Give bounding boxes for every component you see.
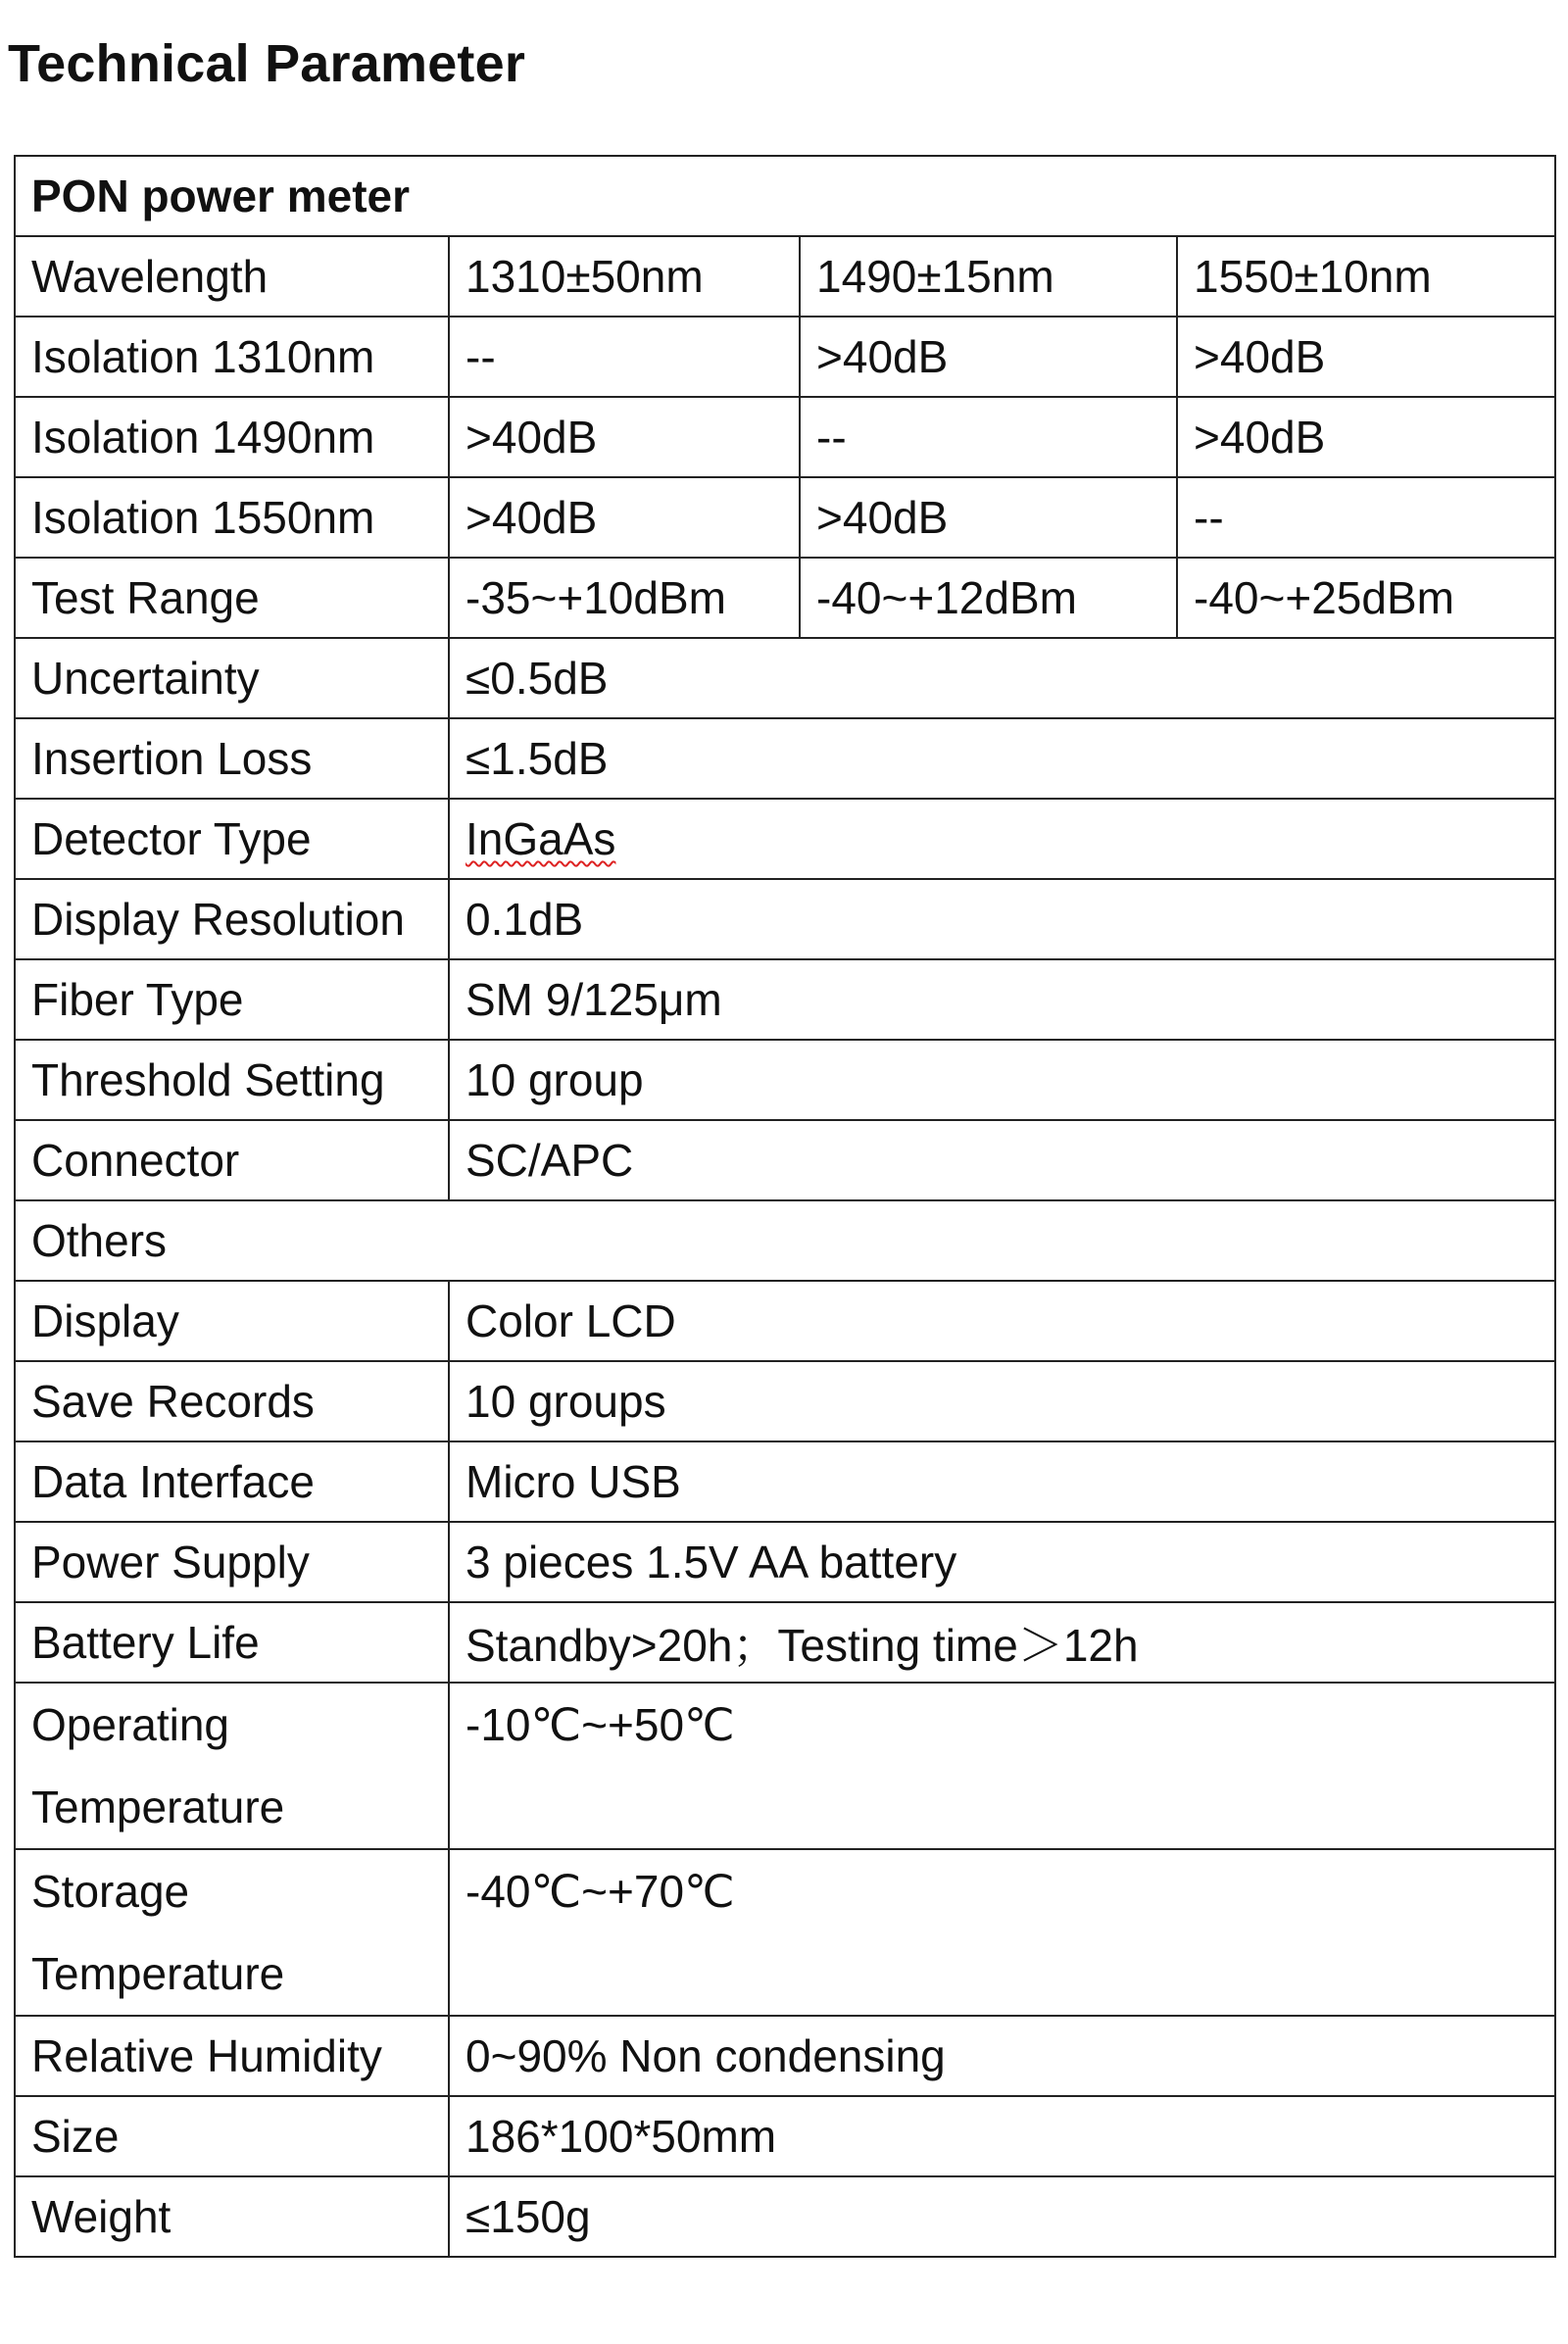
- cell-value: 186*100*50mm: [449, 2096, 1555, 2176]
- row-label: Battery Life: [15, 1602, 449, 1683]
- section-row-others: [15, 1200, 1555, 1281]
- cell-value: >40dB: [1177, 317, 1555, 397]
- cell-value: --: [1177, 477, 1555, 558]
- cell-value: 1310±50nm: [449, 236, 800, 317]
- spec-table: [14, 155, 1556, 2258]
- table-row: [15, 1683, 1555, 1849]
- table-row: [15, 799, 1555, 879]
- table-row: [15, 2096, 1555, 2176]
- row-label: Isolation 1490nm: [15, 397, 449, 477]
- row-label: Save Records: [15, 1361, 449, 1441]
- table-row: [15, 1849, 1555, 2016]
- row-label: Display Resolution: [15, 879, 449, 959]
- row-label: Fiber Type: [15, 959, 449, 1040]
- row-label: Insertion Loss: [15, 718, 449, 799]
- row-label: Storage Temperature: [15, 1849, 449, 2016]
- cell-value: ≤1.5dB: [449, 718, 1555, 799]
- table-row: [15, 1361, 1555, 1441]
- table-row: [15, 2016, 1555, 2096]
- row-label: Test Range: [15, 558, 449, 638]
- row-label: Threshold Setting: [15, 1040, 449, 1120]
- cell-value: -40~+25dBm: [1177, 558, 1555, 638]
- table-row: [15, 477, 1555, 558]
- row-label: Display: [15, 1281, 449, 1361]
- cell-value: 1550±10nm: [1177, 236, 1555, 317]
- cell-value: 0~90% Non condensing: [449, 2016, 1555, 2096]
- cell-value: -40~+12dBm: [800, 558, 1177, 638]
- section-header: Others: [15, 1200, 1555, 1281]
- table-row: [15, 2176, 1555, 2257]
- table-row: [15, 959, 1555, 1040]
- row-label: Uncertainty: [15, 638, 449, 718]
- cell-value: >40dB: [1177, 397, 1555, 477]
- cell-value: --: [449, 317, 800, 397]
- cell-value: Micro USB: [449, 1441, 1555, 1522]
- table-row: [15, 1120, 1555, 1200]
- cell-value: -10℃~+50℃: [449, 1683, 1555, 1849]
- table-row: [15, 397, 1555, 477]
- cell-value: -40℃~+70℃: [449, 1849, 1555, 2016]
- cell-value: [449, 799, 1555, 879]
- cell-value: SC/APC: [449, 1120, 1555, 1200]
- row-label: Connector: [15, 1120, 449, 1200]
- section-row-pon: [15, 156, 1555, 236]
- table-row: [15, 1602, 1555, 1683]
- row-label: Weight: [15, 2176, 449, 2257]
- table-row: [15, 638, 1555, 718]
- row-label: Detector Type: [15, 799, 449, 879]
- cell-value: 1490±15nm: [800, 236, 1177, 317]
- cell-value: 10 groups: [449, 1361, 1555, 1441]
- table-row: [15, 558, 1555, 638]
- row-label: Operating Temperature: [15, 1683, 449, 1849]
- cell-value: -35~+10dBm: [449, 558, 800, 638]
- table-row: [15, 236, 1555, 317]
- cell-value: SM 9/125μm: [449, 959, 1555, 1040]
- row-label: Wavelength: [15, 236, 449, 317]
- table-row: [15, 317, 1555, 397]
- row-label: Data Interface: [15, 1441, 449, 1522]
- page-title: Technical Parameter: [8, 34, 526, 93]
- table-row: [15, 1441, 1555, 1522]
- cell-value: >40dB: [800, 317, 1177, 397]
- cell-value: --: [800, 397, 1177, 477]
- table-row: [15, 1522, 1555, 1602]
- spellcheck-underlined-text: InGaAs: [466, 813, 616, 864]
- table-row: [15, 1040, 1555, 1120]
- cell-value: >40dB: [800, 477, 1177, 558]
- cell-value: Color LCD: [449, 1281, 1555, 1361]
- cell-value: ≤150g: [449, 2176, 1555, 2257]
- cell-value: 3 pieces 1.5V AA battery: [449, 1522, 1555, 1602]
- section-header: PON power meter: [15, 156, 1555, 236]
- table-row: [15, 879, 1555, 959]
- cell-value: >40dB: [449, 397, 800, 477]
- table-row: [15, 1281, 1555, 1361]
- cell-value: >40dB: [449, 477, 800, 558]
- cell-value: 0.1dB: [449, 879, 1555, 959]
- row-label: Power Supply: [15, 1522, 449, 1602]
- cell-value: 10 group: [449, 1040, 1555, 1120]
- cell-value: ≤0.5dB: [449, 638, 1555, 718]
- row-label: Size: [15, 2096, 449, 2176]
- row-label: Isolation 1310nm: [15, 317, 449, 397]
- table-row: [15, 718, 1555, 799]
- row-label: Isolation 1550nm: [15, 477, 449, 558]
- cell-value: Standby>20h；Testing time＞12h: [449, 1602, 1555, 1683]
- row-label: Relative Humidity: [15, 2016, 449, 2096]
